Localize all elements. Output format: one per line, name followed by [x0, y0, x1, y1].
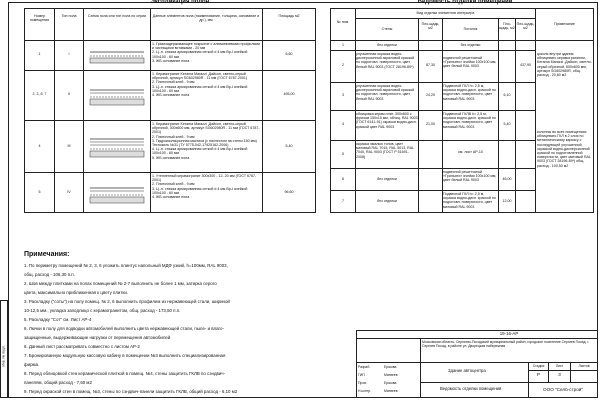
stamp-stage-label: Стадия: [532, 364, 545, 368]
stamp-name: Ершова: [384, 381, 397, 385]
table-row-ceiling-area: 12,00: [502, 199, 512, 203]
table-row-no: 5: [342, 152, 344, 156]
col-walls: Стены: [381, 27, 393, 31]
table-row-walls: окраска эмалью тонов, цвет матовый RAL 7015, RAL 5013, RAL 7040, RAL 9003 (ГОСТ Р 51691-2008): [356, 142, 415, 159]
table-row-no: 7: [342, 199, 344, 203]
table-row-type: II: [68, 92, 70, 96]
table-row-note: колонны во всех помещениях облицевать ГКЛ в 2 слоя по металлическому каркасу с последующей улучшенной окраской водно-дисперсионной краской по подготовленной поверхности, цвет матовый RAL 9003 (ГОСТ 28196-89*) общ. расход - 100,50 м2: [537, 130, 591, 168]
stamp-building: Здание автоцентра: [448, 369, 486, 373]
note-line: 7. Бронированную модульную кассовую кабину в помещении №3 выполнить специализированная: [24, 353, 226, 358]
stamp-name: Матвеев: [384, 373, 398, 377]
stamp-role: Пров.: [358, 381, 367, 385]
note-line: защищенные, выдерживающие нагрузки от перемещения автомобилей: [24, 335, 171, 340]
table-row-walls: без отделки: [377, 177, 397, 181]
table-row-data: 1. Утепленный керамогранит 300х300 - 12- 20 мм (ГОСТ 6787-2001) 2. Плиточный клей - 9 мм 3. Ц.-п. стяжка армированная сеткой d 4 мм Вр-I ячейкой 100х100 - 60 мм 4. ЖБ основание пола: [152, 174, 257, 200]
table-row-area: 5,40: [285, 144, 293, 148]
stamp-name: Матвеев: [384, 389, 398, 393]
stamp-company: ООО "Селб-строй": [543, 388, 583, 392]
note-line: 2. Шов между плитками на полах помещений № 2-7 выполнить не более 1 мм, затирка серого: [24, 281, 217, 286]
col-area: Площадь м2: [278, 14, 300, 18]
table-row-no: 1: [342, 43, 344, 47]
table-row-ceiling-area: 46,00: [502, 177, 512, 181]
col-group-title: Вид отделки элементов интерьера: [416, 11, 475, 15]
table-row-ceiling: подвесной решетчатый «Грильято» ячейки 100х100 мм, цвет белый RAL 9003: [443, 56, 497, 69]
col-note: Примечание: [554, 22, 575, 26]
stamp-code: 19-16-АР: [499, 332, 519, 336]
stamp-sheet: 3: [558, 373, 561, 377]
col-floor-elements: Данные элементов пола (наименование, толщина, основание и др.), мм: [152, 14, 260, 23]
floor-section-sketch: [88, 180, 146, 206]
note-line: 5. Раскладку "Сот" см. Лист АР-4: [24, 317, 92, 322]
side-label: Инв. № подл.: [1, 345, 6, 367]
col-ceiling: Потолок: [463, 27, 478, 31]
table-row-note: цоколь внутри здания облицевать керамогранитом, Kerama Marazzi ,Дайсон, светло-серый обрезной, 600х600 мм, артикул SG602980R, общ. расход - 20,60 м2: [537, 52, 592, 78]
table-row-no: 6: [342, 177, 344, 181]
table-row-ceiling: см. лист АР-10: [458, 150, 483, 154]
table-row-type: I: [68, 52, 70, 56]
table-row-walls: улучшенная окраска водно-дисперсионной акриловой краской по подготовл. поверхности, цвет белый RAL 9003: [356, 84, 415, 101]
col-ceiling-area: Пло-щадь, м2: [499, 22, 515, 31]
table-row-walls-area: 87,30: [426, 63, 435, 67]
finish-schedule-title: Ведомость отделки помещений: [417, 0, 513, 5]
table-row-no: 2: [342, 63, 344, 67]
table-row-data: 1. Керамогранит Kerama Marazzi ,Дайсон, светло-серый обрезной, артикул SG602980R - 11 мм (ГОСТ 6787-2001) 2. Плиточный клей - 9 мм 3. Ц.-п. стяжка армированная сеткой d 4 мм Вр-I ячейкой 100х100 - 60 мм 4. ЖБ основание пола: [152, 72, 248, 98]
note-line: 8. Перед облицовкой стен керамической плиткой в помещ. №4, стены защитить ГКЛВ по сэндвич-: [24, 371, 226, 376]
table-row-type: IV: [67, 190, 71, 194]
col-floor-type: Тип пола: [61, 14, 77, 18]
stamp-sheet-label: Лист: [555, 364, 564, 368]
stamp-role: Разраб.: [358, 365, 371, 369]
notes-title: Примечания:: [24, 251, 70, 258]
floor-schedule-title: Экспликация полов: [150, 0, 210, 5]
table-row-walls: без отделки: [377, 43, 397, 47]
table-row-ceiling: без отделки: [460, 43, 481, 47]
note-line: 1. По периметру помещений № 2, 3, 6 уложить плинтус напольный МДФ узкий, h=100мм, RAL 9003,: [24, 263, 228, 268]
table-row-no: 4: [342, 122, 344, 126]
table-row-area: 495,00: [283, 92, 295, 96]
note-line: 6. Лючки в полу для подводки автомобилей выполнить цвета нержавеющей стали, пыле- и влаго-: [24, 326, 224, 331]
table-row-walls-area: 24,20: [426, 93, 435, 97]
floor-section-sketch: [88, 130, 146, 162]
table-row-ceiling: Подвесной ГКЛ h= 2,5 м, окраска водно-дисп. краской по подготовл. поверхности, цвет матовый RAL 9003: [443, 84, 496, 101]
table-row-area: 96,60: [284, 190, 294, 194]
table-row-walls: облицовка керам.плит. 300х600 с фризом 150х10 мм, облиц. RAL 9003 (ГОСТ 6141-91) окраска водно-дисп. краской цвет RAL 9003: [356, 112, 418, 129]
stamp-name: Ершова: [384, 365, 397, 369]
table-row-ceiling-area: 6,10: [503, 93, 511, 97]
stamp-stage: Р: [536, 373, 541, 377]
table-row-type: III: [67, 144, 71, 148]
col-extra-area: Пло-щадь, м2: [516, 22, 535, 31]
note-line: общ. расход - 106,30 п.п.: [24, 272, 75, 277]
table-row-data: 1. Грязезадерживающее покрытие с алюминиевыми профилями и чистящими вставками - 20 мм 2. Ц.-п. стяжка армированная сеткой d 4 мм Вр-I ячейкой 100х100 - 60 мм 3. ЖБ основание пола: [152, 42, 260, 63]
table-row-extra-area: 437,90: [520, 63, 531, 67]
stamp-sheets-label: Листов: [578, 364, 590, 368]
note-line: цвета, максимально приближенная к цвету плитки.: [24, 290, 128, 295]
note-line: 10-12,5 мм., укладка заподлицо с керамогранитом, общ. расход - 173,50 п.п.: [24, 308, 181, 313]
stamp-sheet-title: Ведомость отделки помещений: [440, 387, 502, 391]
table-row-walls: улучшенная окраска водно-дисперсионной акриловой краской по подготовл. поверхности, цвет белый RAL 9003 (ГОСТ 28196-89*): [356, 52, 415, 69]
col-floor-scheme: Схема пола или тип пола по серии: [87, 14, 147, 18]
note-line: 6. Данный лист рассматривать совместно с листом АР-2: [24, 344, 140, 349]
table-row-rooms: 4: [38, 144, 41, 148]
table-row-rooms: 1: [38, 52, 41, 56]
table-row-no: 3: [342, 93, 344, 97]
table-row-walls: без отделки: [377, 199, 397, 203]
col-room-no: № пом.: [336, 20, 350, 24]
stamp-role: ГИП: [358, 373, 365, 377]
stamp-role: Н.контр.: [358, 389, 372, 393]
note-line: фирма.: [24, 362, 40, 367]
note-line: 3. Раскладку ("соты") на полу помещ. № 2, 6 выполнить профилем из нержавеющей стали, шириной: [24, 299, 230, 304]
table-row-area: 6,60: [285, 52, 293, 56]
note-line: 9. Перед окраской стен в помещ. №3, стены по сэндвич-панели защитить ГКЛВ, общий расход - 6,10 м2: [24, 389, 238, 394]
table-row-data: 1. Керамогранит Kerama Marazzi ,Дайсон, светло-серый обрезной, 300х600 мм, артикул SG602980R - 11 мм (ГОСТ 6787-2001) 2. Плиточный клей - 9 мм 3. Гидроизоляционная мастика (с нахлестом на стены 150 мм) Техноколь №31 (ТУ 5775-042-17925162-2006) 4. Ц.-п. стяжка армированная сеткой d 4 мм Вр-I ячейкой 100х100 - 60 мм 5. ЖБ основание пола: [152, 122, 260, 160]
table-row-ceiling: Подвесной ГКЛ h= 2,5 м, окраска водно-дисп. краской по подготовл. поверхности, цвет матовый RAL 9003: [443, 192, 496, 209]
table-row-walls-area: 21,00: [426, 122, 435, 126]
stamp-object: Московская область, Сергиево-Посадский муниципальный район, городское поселение Сергиев Посад, г. Сергиев Посад, в районе ул. Дворецкая набережная: [422, 340, 590, 348]
table-row-ceiling-area: 5,40: [503, 122, 511, 126]
col-walls-area: Пло-щадь, м2: [421, 22, 440, 31]
floor-section-sketch: [88, 44, 146, 66]
floor-section-sketch: [88, 80, 146, 110]
note-line: панелям, общий расход - 7,60 м2: [24, 380, 92, 385]
table-row-ceiling: Подвесной ГКЛВ h= 2,5 м, окраска водно-дисп. краской по подготовл. поверхности, цвет матовый RAL 9003: [443, 112, 496, 129]
table-row-rooms: 2, 3, 6, 7: [32, 92, 47, 96]
table-row-ceiling: подвесной решетчатый «Грильято» ячейки 100х100 мм, цвет белый RAL 9003: [443, 170, 497, 183]
col-room-number: Номер помещения: [29, 14, 50, 23]
table-row-rooms: 5: [38, 190, 41, 194]
